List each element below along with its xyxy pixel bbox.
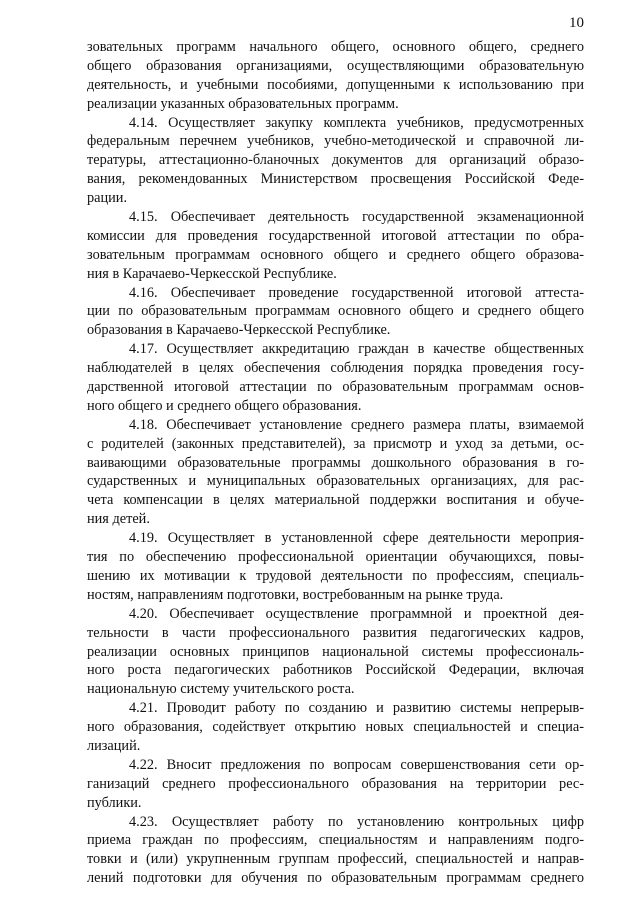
text-line: ного образования, содействует открытию новых специальностей и специа- [87,719,584,736]
text-line: образования в Карачаево-Черкесской Республике. [87,322,391,339]
text-line: ции по образовательным программам основного общего и среднего общего [87,303,584,320]
text-line: тературы, аттестационно-бланочных документов для организаций образо- [87,152,584,169]
text-line: реализации указанных образовательных программ. [87,95,399,112]
body-text [87,38,584,888]
text-line: зовательных программ начального общего, основного общего, среднего [87,39,584,55]
text-line: зовательным программам основного общего и среднего общего образова- [87,246,584,263]
text-line: рации. [87,190,128,207]
text-line: приема граждан по профессиям, специальностям и направлениям подго- [87,832,584,849]
text-line: реализации основных принципов национальной системы профессиональ- [87,643,584,660]
text-line: 4.17. Осуществляет аккредитацию граждан в качестве общественных [129,341,584,358]
text-line: 4.16. Обеспечивает проведение государственной итоговой аттеста- [129,284,584,301]
text-line: чета компенсации в целях материальной поддержки воспитания и обуче- [87,492,584,509]
text-line: шению их мотивации к трудовой деятельности по профессиям, специаль- [87,567,584,584]
text-line: ния детей. [87,511,150,528]
text-line: вания, рекомендованных Министерством просвещения Российской Феде- [87,171,584,188]
text-line: 4.22. Вносит предложения по вопросам совершенствования сети ор- [129,756,584,773]
text-line: 4.21. Проводит работу по созданию и развитию системы непрерыв- [129,700,584,717]
text-line: 4.23. Осуществляет работу по установлению контрольных цифр [129,813,584,830]
text-line: ного роста педагогических работников Российской Федерации, включая [87,662,584,679]
text-line: 4.19. Осуществляет в установленной сфере деятельности мероприя- [129,530,584,547]
text-line: национальную систему учительского роста. [87,681,355,698]
page-number: 10 [569,15,584,31]
text-line: ного общего и среднего общего образования. [87,397,362,414]
text-line: федеральным перечнем учебников, учебно-методической и справочной ли- [87,133,584,150]
text-line: товки и (или) укрупненным группам профессий, специальностей и направ- [87,851,584,868]
text-line: ностям, направлениям подготовки, востребованным на рынке труда. [87,586,504,603]
text-line: ваивающими образовательные программы дошкольного образования в го- [87,454,584,471]
text-line: тия по обеспечению профессиональной ориентации обучающихся, повы- [87,549,584,566]
text-line: тельности в части профессионального развития педагогических кадров, [87,624,584,641]
text-line: общего образования организациями, осуществляющими образовательную [87,57,584,74]
text-line: 4.20. Обеспечивает осуществление программной и проектной дея- [129,605,584,622]
text-line: 4.15. Обеспечивает деятельность государственной экзаменационной [129,209,584,226]
text-line: комиссии для проведения государственной итоговой аттестации по обра- [87,227,584,244]
text-line: публики. [87,794,142,811]
text-line: 4.14. Осуществляет закупку комплекта учебников, предусмотренных [129,114,584,131]
text-line: наблюдателей в целях обеспечения соблюдения порядка проведения госу- [87,360,584,377]
text-line: лений подготовки для обучения по образовательным программам среднего [87,870,584,887]
text-line: сударственных и муниципальных образовательных организациях, для рас- [87,473,584,490]
text-line: 4.18. Обеспечивает установление среднего размера платы, взимаемой [129,416,584,433]
text-line: лизаций. [87,737,141,754]
text-line: ния в Карачаево-Черкесской Республике. [87,265,337,282]
text-line: деятельность, и учебными пособиями, допущенными к использованию при [87,76,584,93]
text-line: ганизаций среднего профессионального образования на территории рес- [87,775,584,792]
text-line: с родителей (законных представителей), за присмотр и уход за детьми, ос- [87,435,584,452]
text-line: дарственной итоговой аттестации по образовательным программам основ- [87,379,584,396]
